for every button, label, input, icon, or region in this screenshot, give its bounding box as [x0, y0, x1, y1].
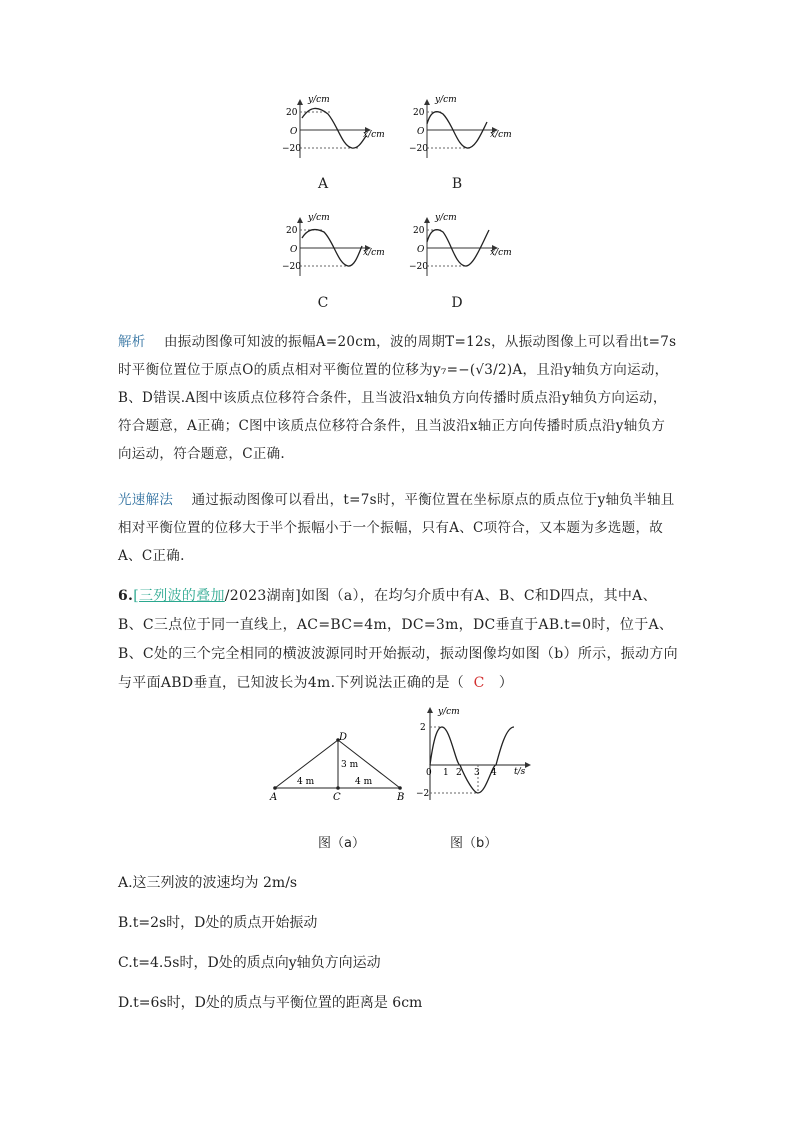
graph-a-xaxis: x/cm	[363, 130, 385, 140]
svg-text:O: O	[417, 245, 425, 255]
graph-a	[282, 95, 385, 158]
point-b: B	[397, 792, 405, 803]
svg-text:−20: −20	[409, 144, 428, 154]
quick-text: 通过振动图像可以看出，t=7s时，平衡位置在坐标原点的质点位于y轴负半轴且相对平衡位置的位移大于半个振幅小于一个振幅，只有A、C项符合，又本题为多选题，故A、C正确.	[118, 492, 675, 564]
svg-text:0: 0	[426, 768, 432, 778]
question-source: /2023湖南]	[224, 588, 301, 604]
svg-text:20: 20	[286, 226, 298, 236]
graph-a-yaxis: y/cm	[308, 95, 330, 105]
svg-text:20: 20	[413, 108, 425, 118]
svg-text:x/cm: x/cm	[490, 248, 512, 258]
quick-paragraph	[118, 486, 678, 570]
svg-text:3: 3	[474, 768, 480, 778]
figures	[260, 700, 540, 815]
choice-a[interactable]: A.这三列波的波速均为 2m/s	[118, 875, 298, 891]
figure-b-caption: 图（b）	[450, 836, 498, 851]
option-graphs	[0, 0, 794, 320]
choice-d[interactable]: D.t=6s时，D处的质点与平衡位置的距离是 6cm	[118, 995, 423, 1011]
quick-heading: 光速解法	[118, 492, 174, 508]
question-number: 6.	[118, 588, 134, 604]
figure-a-caption: 图（a）	[318, 836, 365, 851]
label-dc: 3 m	[341, 760, 359, 770]
svg-text:y/cm: y/cm	[308, 213, 330, 223]
figure-a	[269, 732, 404, 803]
figure-b	[416, 707, 530, 800]
graph-b	[409, 95, 512, 158]
graph-b-label: B	[451, 176, 463, 192]
svg-text:O: O	[290, 127, 298, 137]
svg-text:O: O	[290, 245, 298, 255]
graph-d	[409, 213, 512, 276]
svg-text:O: O	[417, 127, 425, 137]
choice-c[interactable]: C.t=4.5s时，D处的质点向y轴负方向运动	[118, 955, 381, 971]
fig-b-xaxis: t/s	[514, 767, 526, 777]
svg-text:−2: −2	[416, 789, 430, 799]
svg-text:−20: −20	[282, 144, 301, 154]
svg-text:−20: −20	[409, 262, 428, 272]
label-bc: 4 m	[355, 777, 373, 787]
svg-text:−20: −20	[282, 262, 301, 272]
label-ac: 4 m	[297, 777, 315, 787]
analysis-heading: 解析	[118, 334, 146, 350]
choice-b[interactable]: B.t=2s时，D处的质点开始振动	[118, 915, 318, 931]
svg-text:20: 20	[413, 226, 425, 236]
svg-text:x/cm: x/cm	[363, 248, 385, 258]
svg-text:2: 2	[420, 723, 426, 733]
graph-d-label: D	[451, 295, 463, 311]
svg-text:x/cm: x/cm	[490, 130, 512, 140]
point-a: A	[270, 792, 278, 803]
svg-text:2: 2	[456, 768, 462, 778]
fig-b-yaxis: y/cm	[438, 707, 460, 717]
analysis-text: 由振动图像可知波的振幅A=20cm，波的周期T=12s，从振动图像上可以看出t=7s时平衡位置位于原点O的质点相对平衡位置的位移为y₇=−(√3/2)A，且沿y轴负方向运动，B、D错误.A图中该质点位移符合条件，且当波沿x轴负方向传播时质点沿y轴负方向运动，符合题意，A正确；C图中该质点位移符合条件，且当波沿x轴正方向传播时质点沿y轴负方向运动，符合题意，C正确.	[118, 334, 677, 462]
svg-text:4: 4	[491, 768, 497, 778]
analysis-paragraph	[118, 328, 678, 468]
answer-mark: C	[473, 675, 485, 691]
graph-c-label: C	[317, 295, 329, 311]
question-text: 如图（a），在均匀介质中有A、B、C和D四点，其中A、B、C三点位于同一直线上，AC=BC=4m，DC=3m，DC垂直于AB.t=0时，位于A、B、C处的三个完全相同的横波波源同时开始振动，振动图像均如图（b）所示，振动方向与平面ABD垂直，已知波长为4m.下列说法正确的是（	[118, 588, 678, 691]
graph-a-label: A	[317, 176, 329, 192]
svg-text:y/cm: y/cm	[435, 95, 457, 105]
svg-text:1: 1	[443, 768, 449, 778]
svg-text:y/cm: y/cm	[435, 213, 457, 223]
point-c: C	[333, 792, 341, 803]
question-6: 6.[三列波的叠加/2023湖南]如图（a），在均匀介质中有A、B、C和D四点，其中A、B、C三点位于同一直线上，AC=BC=4m，DC=3m，DC垂直于AB.t=0时，位于A、B、C处的三个完全相同的横波波源同时开始振动，振动图像均如图（b）所示，振动方向与平面ABD垂直，已知波长为4m.下列说法正确的是（ C ）	[118, 588, 678, 691]
point-d: D	[339, 732, 348, 743]
svg-text:20: 20	[286, 108, 298, 118]
question-tag[interactable]: [三列波的叠加	[133, 588, 225, 604]
graph-c	[282, 213, 385, 276]
